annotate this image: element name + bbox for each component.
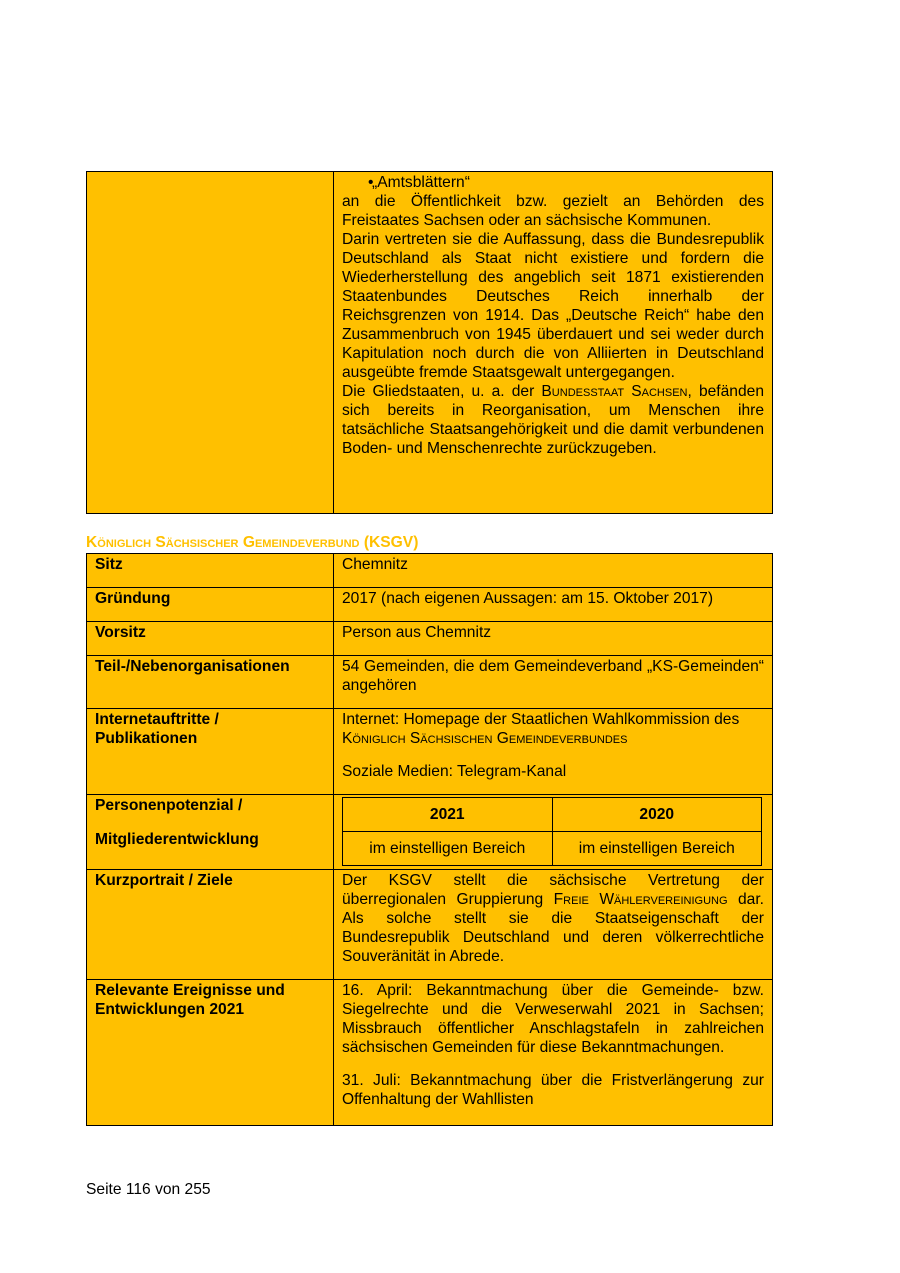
org-name: Freie Wählervereinigung [553,891,728,908]
row-value: Person aus Chemnitz [334,622,773,656]
row-label: Vorsitz [87,622,334,656]
event-paragraph: 16. April: Bekanntmachung über die Gemeinde- bzw. Siegelrechte und die Verweserwahl 2021 in Sachsen; Missbrauch öffentlicher Anschlagstafeln in zahlreichen sächsischen Gemeinden für diese Bekanntmachungen. [342,982,764,1056]
label-line: Mitgliederentwicklung [95,831,259,848]
table-row [87,622,773,656]
bullet-item: • „Amtsblättern“ [342,173,764,192]
table-row [87,554,773,588]
row-label: Relevante Ereignisse und Entwicklungen 2021 [87,980,334,1126]
paragraph: Darin vertreten sie die Auffassung, dass die Bundesrepublik Deutschland als Staat nicht existiere und fordern die Wiederherstellung des angeblich seit 1871 existierenden Staatenbundes Deutsches Reich innerhalb der Reichsgrenzen von 1914. Das „Deutsche Reich“ habe den Zusammenbruch von 1945 überdauert und sei weder durch Kapitulation noch durch die von Alliierten in Deutschland ausgeübte fremde Staatsgewalt untergegangen. [342,231,764,381]
member-value: im einstelligen Bereich [343,832,553,866]
row-value [334,795,773,870]
row-label: Gründung [87,588,334,622]
paragraph [342,382,764,458]
table-row [343,798,762,832]
table-row [343,832,762,866]
member-table [342,797,762,866]
profile-table [86,553,773,1126]
empty-label-cell [87,172,334,514]
heading-abbr: (KSGV) [359,534,419,551]
continuation-table [86,171,773,514]
row-value: 2017 (nach eigenen Aussagen: am 15. Oktober 2017) [334,588,773,622]
org-name: Bundesstaat Sachsen [541,383,688,400]
event-paragraph: 31. Juli: Bekanntmachung über die Fristverlängerung zur Offenhaltung der Wahllisten [342,1072,764,1108]
table-row [87,709,773,795]
paragraph: an die Öffentlichkeit bzw. gezielt an Behörden des Freistaates Sachsen oder an sächsische Kommunen. [342,193,764,229]
row-value [334,980,773,1126]
text: dar. Als solche stellt sie die Staatseigenschaft der Bundesrepublik Deutschland und deren völkerrechtliche Souveränität in Abrede. [342,891,764,965]
row-label: Internetauftritte / Publikationen [87,709,334,795]
internet-line: Internet: Homepage der Staatlichen Wahlkommission des [342,711,740,728]
table-row [87,870,773,980]
row-value: Chemnitz [334,554,773,588]
year-header: 2021 [343,798,553,832]
section-heading [86,533,418,552]
label-line: Personenpotenzial / [95,797,243,814]
row-label [87,795,334,870]
table-row [87,795,773,870]
row-value [334,709,773,795]
social-media-line: Soziale Medien: Telegram-Kanal [342,763,567,780]
row-value [334,870,773,980]
page-number: Seite 116 von 255 [86,1181,211,1198]
table-row [87,588,773,622]
text: Die Gliedstaaten, u. a. der [342,383,542,400]
row-label: Teil-/Nebenorganisationen [87,656,334,709]
table-row [87,656,773,709]
table-row [87,172,773,514]
member-value: im einstelligen Bereich [552,832,762,866]
heading-name: Königlich Sächsischer Gemeindeverbund [86,534,360,551]
row-value: 54 Gemeinden, die dem Gemeindeverband „KS-Gemeinden“ angehören [334,656,773,709]
row-label: Sitz [87,554,334,588]
description-cell [334,172,773,514]
row-label: Kurzportrait / Ziele [87,870,334,980]
text: , befänden sich bereits in Reorganisation, um Menschen ihre tatsächliche Staatsangehörigkeit und die damit verbundenen Boden- und Menschenrechte zurückzugeben. [342,383,764,457]
org-name: Königlich Sächsischen Gemeindeverbundes [342,730,628,747]
text: Der KSGV stellt die sächsische Vertretung der überregionalen Gruppierung [342,872,764,908]
table-row [87,980,773,1126]
year-header: 2020 [552,798,762,832]
